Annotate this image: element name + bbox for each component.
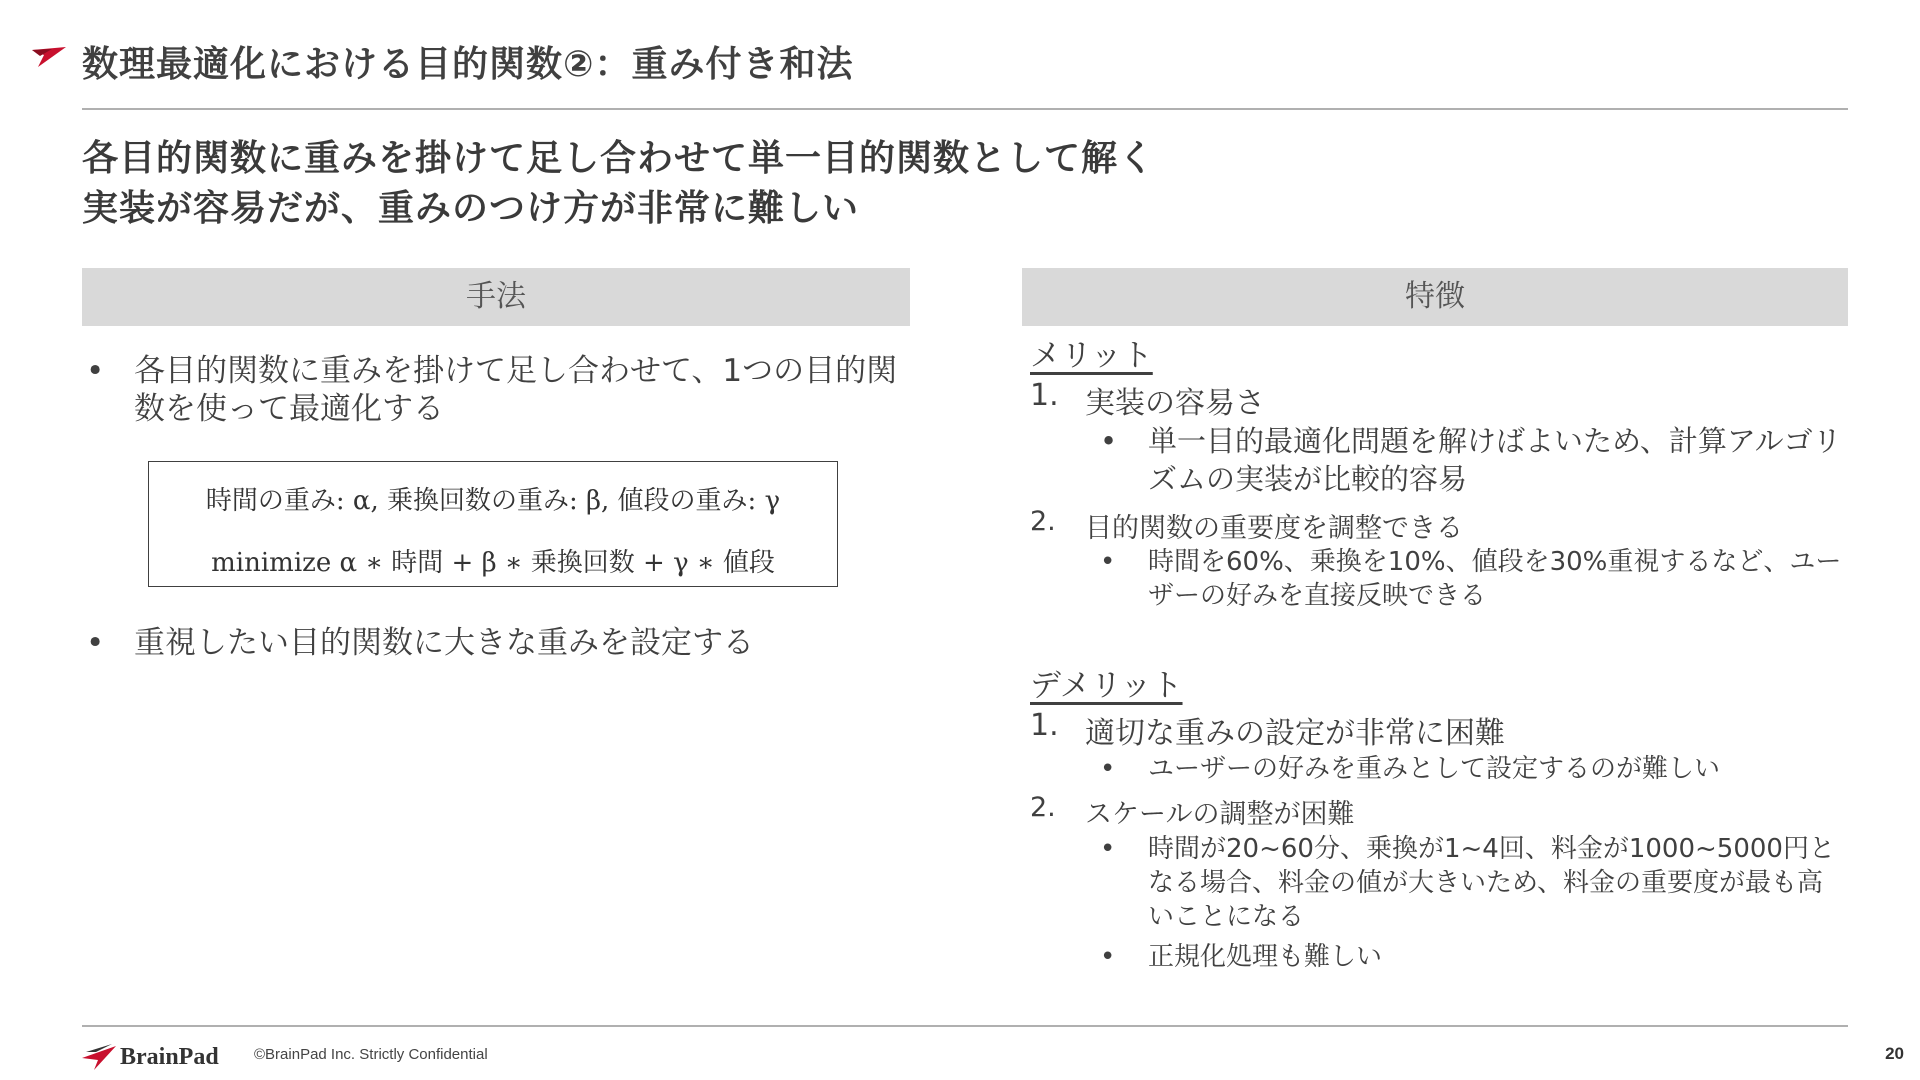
list-text: 目的関数の重要度を調整できる [1085, 513, 1463, 544]
bullet-icon: • [1100, 424, 1118, 458]
bullet-icon: • [1100, 547, 1116, 577]
formula-objective: minimize α ∗ 時間 + β ∗ 乗換回数 + γ ∗ 値段 [211, 548, 775, 578]
sub-text: ユーザーの好みを重みとして設定するのが難しい [1148, 754, 1721, 784]
method-bullet-1 [86, 352, 926, 432]
title-divider [82, 108, 1848, 110]
brainpad-logo [82, 1038, 242, 1072]
formula-box [148, 461, 838, 587]
method-header: 手法 [82, 268, 910, 326]
list-text: スケールの調整が困難 [1085, 799, 1355, 830]
formula-weights: 時間の重み: α, 乗換回数の重み: β, 値段の重み: γ [205, 486, 781, 516]
bullet-icon: • [1100, 942, 1116, 972]
lead-line-2: 実装が容易だが、重みのつけ方が非常に難しい [82, 188, 860, 229]
method-bullet-text: 各目的関数に重みを掛けて足し合わせて、1つの目的関数を使って最適化する [134, 353, 898, 427]
copyright: ©BrainPad Inc. Strictly Confidential [254, 1046, 488, 1063]
list-number: 1. [1030, 708, 1059, 743]
method-bullet-2 [86, 624, 926, 664]
slide-title: 数理最適化における目的関数②：重み付き和法 [82, 44, 854, 85]
merit-title: メリット [1030, 338, 1153, 374]
bullet-icon: • [86, 625, 105, 661]
bullet-icon: • [1100, 754, 1116, 784]
method-bullet-text: 重視したい目的関数に大きな重みを設定する [134, 625, 754, 661]
bullet-icon: • [86, 353, 105, 389]
page-number: 20 [1885, 1044, 1904, 1063]
sub-text: 正規化処理も難しい [1148, 942, 1383, 972]
sub-text: 単一目的最適化問題を解けばよいため、計算アルゴリズムの実装が比較的容易 [1148, 424, 1842, 496]
list-text: 実装の容易さ [1085, 386, 1265, 421]
demerit-title: デメリット [1030, 668, 1183, 704]
lead-line-1: 各目的関数に重みを掛けて足し合わせて単一目的関数として解く [82, 138, 1156, 179]
footer-divider [82, 1025, 1848, 1027]
sub-text: 時間が20~60分、乗換が1~4回、料金が1000~5000円となる場合、料金の値が大きいため、料金の重要度が最も高いことになる [1148, 834, 1835, 932]
list-number: 2. [1030, 792, 1056, 823]
list-number: 1. [1030, 378, 1059, 413]
bullet-icon: • [1100, 834, 1116, 864]
list-text: 適切な重みの設定が非常に困難 [1085, 716, 1505, 751]
features-header: 特徴 [1022, 268, 1848, 326]
sub-text: 時間を60%、乗換を10%、値段を30%重視するなど、ユーザーの好みを直接反映できる [1148, 547, 1842, 611]
brand-mark-icon [30, 46, 68, 68]
logo-text: BrainPad [120, 1044, 219, 1070]
list-number: 2. [1030, 506, 1056, 537]
